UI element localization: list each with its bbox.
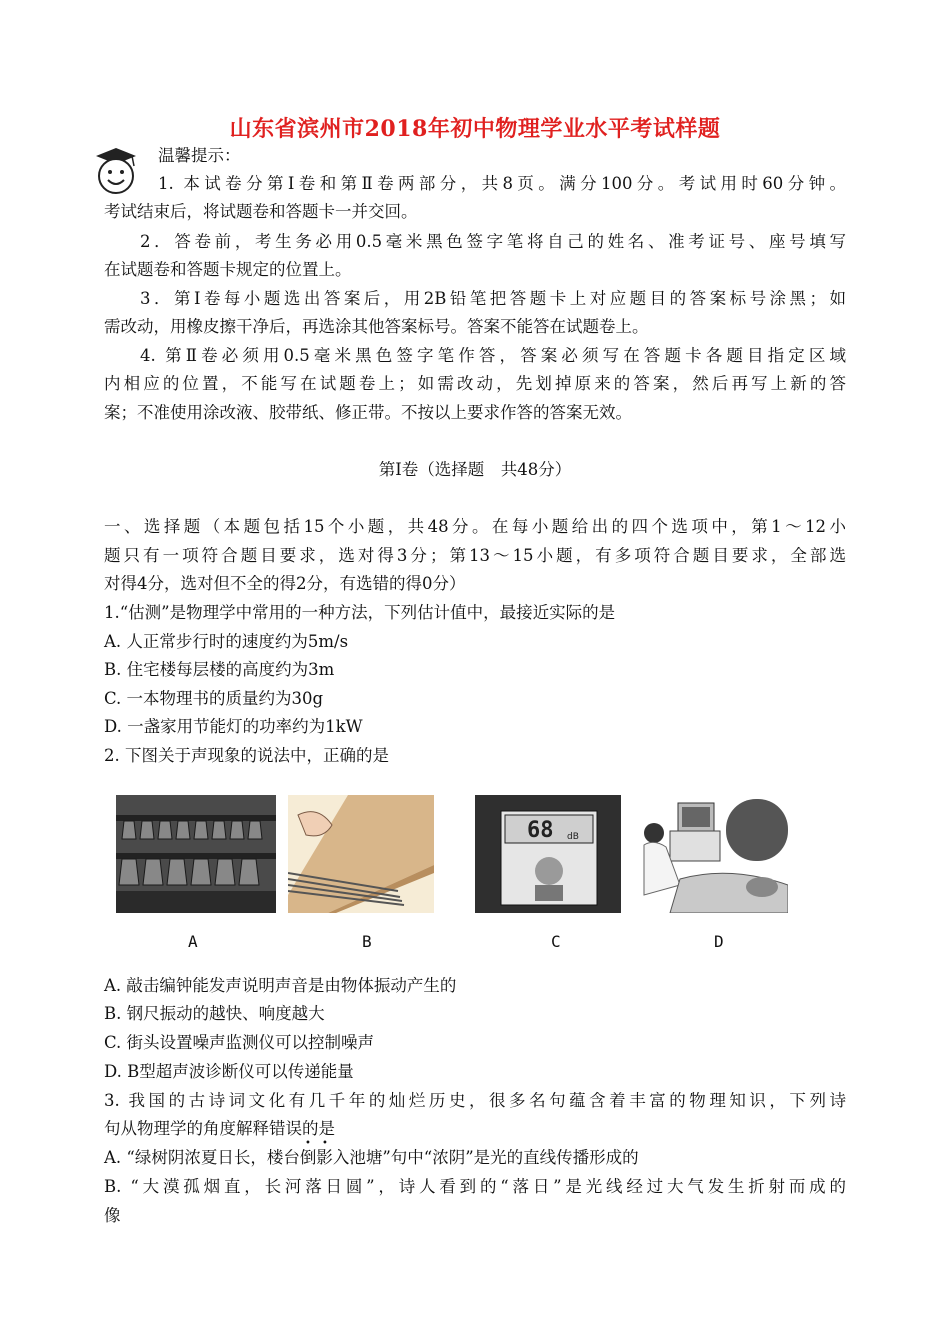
part-intro-line-1: 一、选择题（本题包括15个小题，共48分。在每小题给出的四个选项中，第1～12小 [104,517,846,536]
q2-option-c: C. 街头设置噪声监测仪可以控制噪声 [104,1033,375,1052]
q1-option-c: C. 一本物理书的质量约为30g [104,689,324,708]
tip-3-line-2: 需改动，用橡皮擦干净后，再选涂其他答案标号。答案不能答在试题卷上。 [104,317,649,336]
part-intro-line-2: 题只有一项符合题目要求，选对得3分；第13～15小题，有多项符合题目要求，全部选 [104,546,846,565]
q2-option-b: B. 钢尺振动的越快、响度越大 [104,1004,325,1023]
tips-heading: 温馨提示： [158,146,241,165]
q3-stem-line-2: 句从物理学的角度解释错误的是 [104,1119,335,1138]
q3-option-b-line-1: B. “大漠孤烟直，长河落日圆”，诗人看到的“落日”是光线经过大气发生折射而成的 [104,1177,846,1196]
q1-option-a: A. 人正常步行时的速度约为5m/s [104,632,349,651]
tip-4-line-2: 内相应的位置，不能写在试题卷上；如需改动，先划掉原来的答案，然后再写上新的答 [104,374,846,393]
q1-stem: 1.“估测”是物理学中常用的一种方法，下列估计值中，最接近实际的是 [104,603,616,622]
noise-reading: 68 [527,818,554,843]
tip-3-line-1: 3．第Ⅰ卷每小题选出答案后，用2B铅笔把答题卡上对应题目的答案标号涂黑；如 [140,289,846,308]
q3-option-b-line-2: 像 [104,1206,121,1225]
tip-2-line-1: 2．答卷前，考生务必用0.5毫米黑色签字笔将自己的姓名、准考证号、座号填写 [140,232,846,251]
figure-label-b: B [362,932,372,951]
exam-title: 山东省滨州市2018年初中物理学业水平考试样题 [229,116,721,142]
smiley-graduate-icon [88,142,144,198]
tip-1-line-2: 考试结束后，将试题卷和答题卡一并交回。 [104,202,418,221]
figure-label-c: C [551,932,561,951]
emphasis-dot: • [305,1138,311,1149]
q2-stem: 2. 下图关于声现象的说法中，正确的是 [104,746,389,765]
noise-unit: dB [567,832,579,842]
tip-2-line-2: 在试题卷和答题卡规定的位置上。 [104,260,352,279]
figure-b-ruler-vibration [288,795,434,913]
q2-option-d: D. B型超声波诊断仪可以传递能量 [104,1062,354,1081]
section-title: 第Ⅰ卷（选择题 共48分） [378,460,572,479]
q1-option-d: D. 一盏家用节能灯的功率约为1kW [104,717,363,736]
q2-option-a: A. 敲击编钟能发声说明声音是由物体振动产生的 [104,976,457,995]
figure-c-noise-monitor [475,795,621,913]
q3-option-a: A. “绿树阴浓夏日长，楼台倒影入池塘”句中“浓阴”是光的直线传播形成的 [104,1148,639,1167]
figure-a-chime-bells [116,795,276,913]
tip-4-line-3: 案；不准使用涂改液、胶带纸、修正带。不按以上要求作答的答案无效。 [104,403,632,422]
part-intro-line-3: 对得4分，选对但不全的得2分，有选错的得0分） [104,574,466,593]
q1-option-b: B. 住宅楼每层楼的高度约为3m [104,660,335,679]
figure-label-a: A [188,932,198,951]
figure-label-d: D [714,932,724,951]
figure-d-ultrasound [640,795,788,913]
q3-stem-line-1: 3. 我国的古诗词文化有几千年的灿烂历史，很多名句蕴含着丰富的物理知识，下列诗 [104,1091,846,1110]
tip-1-line-1: 1. 本试卷分第Ⅰ卷和第Ⅱ卷两部分，共8页。满分100分。考试用时60分钟。 [158,174,846,193]
emphasis-dot: • [322,1138,328,1149]
tip-4-line-1: 4. 第Ⅱ卷必须用0.5毫米黑色签字笔作答，答案必须写在答题卡各题目指定区域 [140,346,846,365]
